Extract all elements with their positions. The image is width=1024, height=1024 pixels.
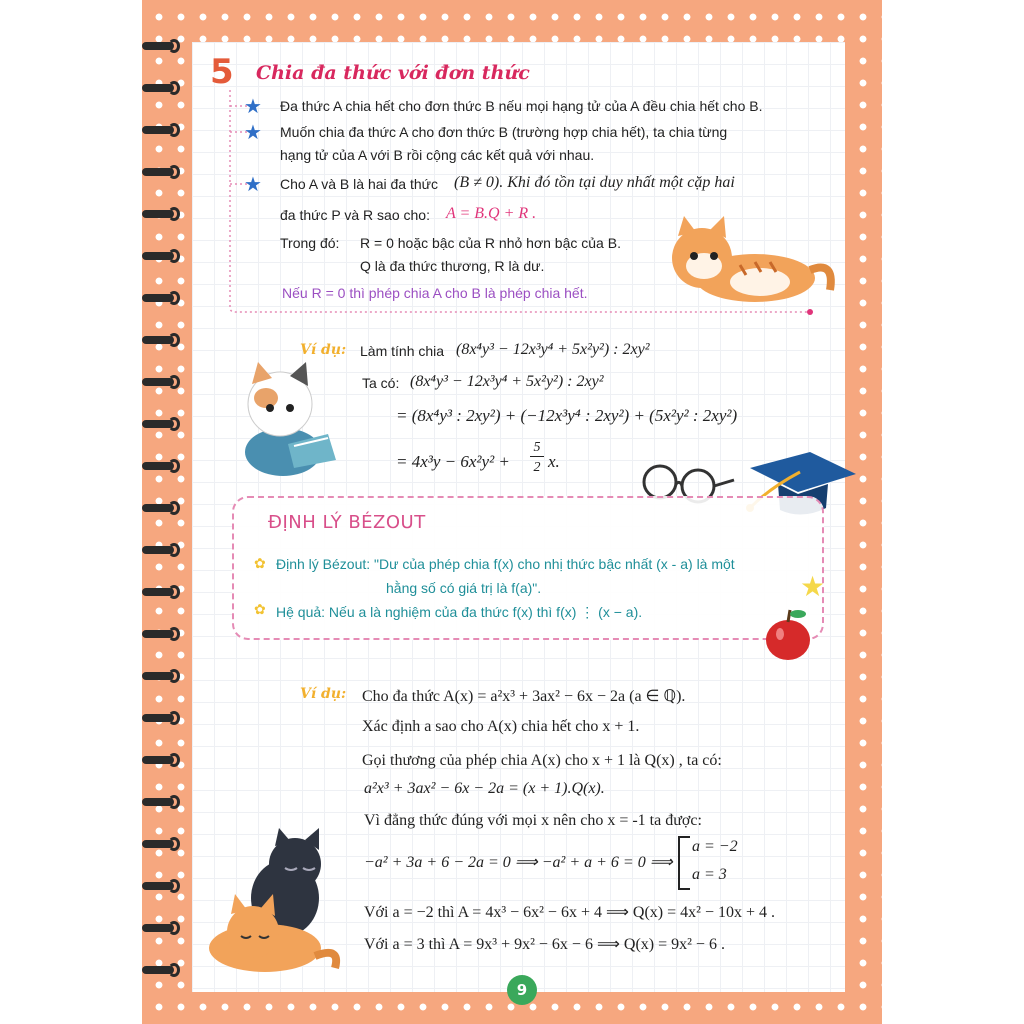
fraction-denominator: 2 [533,460,541,475]
bullet-text: Muốn chia đa thức A cho đơn thức B (trường hợp chia hết), ta chia từng [280,124,728,140]
spiral-ring [138,964,184,976]
spiral-ring [138,124,184,136]
spiral-ring [138,250,184,262]
example-line: Với a = −2 thì A = 4x³ − 6x² − 6x + 4 ⟹ Q(x) = 4x² − 10x + 4 . [364,904,775,921]
spiral-ring [138,880,184,892]
where-label: Trong đó: [280,235,340,251]
cats-stacked-illustration [205,828,345,978]
spiral-ring [138,166,184,178]
spiral-ring [138,40,184,52]
example-line: Gọi thương của phép chia A(x) cho x + 1 là Q(x) , ta có: [362,752,722,769]
star-bullet-icon: ★ [244,120,262,144]
example-line: Với a = 3 thì A = 9x³ + 9x² − 6x − 6 ⟹ Q(x) = 9x² − 6 . [364,936,725,953]
math-inline: (B ≠ 0). Khi đó tồn tại duy nhất một cặp hai [454,174,735,191]
spiral-ring [138,670,184,682]
spiral-ring [138,796,184,808]
case-value: a = −2 [692,838,738,855]
star-bullet-icon: ★ [244,172,262,196]
formula-division: A = B.Q + R . [446,205,537,222]
math-expression: = (8x⁴y³ : 2xy²) + (−12x³y⁴ : 2xy²) + (5x²y² : 2xy²) [396,406,738,425]
example-line: Vì đẳng thức đúng với mọi x nên cho x = -1 ta được: [364,812,702,829]
theorem-title: ĐỊNH LÝ BÉZOUT [268,512,426,533]
spiral-ring [138,292,184,304]
example-line: Xác định a sao cho A(x) chia hết cho x + 1. [362,718,640,735]
spiral-ring [138,712,184,724]
spiral-ring [138,922,184,934]
case-bracket [678,836,690,890]
star-decor-icon: ★ [800,570,826,603]
spiral-ring [138,82,184,94]
where-line: R = 0 hoặc bậc của R nhỏ hơn bậc của B. [360,235,621,251]
flower-bullet-icon: ✿ [254,556,266,572]
math-expression: a²x³ + 3ax² − 6x − 2a = (x + 1).Q(x). [364,780,605,797]
spiral-ring [138,208,184,220]
bullet-text: Đa thức A chia hết cho đơn thức B nếu mọi hạng tử của A đều chia hết cho B. [280,98,763,114]
spiral-ring [138,586,184,598]
section-title: Chia đa thức với đơn thức [256,62,530,84]
theorem-statement: Định lý Bézout: "Dư của phép chia f(x) cho nhị thức bậc nhất (x - a) là một [276,556,735,572]
cat-lying-illustration [660,210,840,310]
cat-reading-illustration [228,362,343,482]
example-label: Ví dụ: [300,342,347,358]
example-label: Ví dụ: [300,686,347,702]
star-bullet-icon: ★ [244,94,262,118]
math-expression: = 4x³y − 6x²y² + [396,452,510,471]
math-expression: (8x⁴y³ − 12x³y⁴ + 5x²y²) : 2xy² [456,341,650,358]
spiral-ring [138,376,184,388]
spiral-ring [138,334,184,346]
spiral-ring [138,502,184,514]
math-expression: −a² + 3a + 6 − 2a = 0 ⟹ −a² + a + 6 = 0 ⟹ [364,854,673,871]
theorem-corollary: Hệ quả: Nếu a là nghiệm của đa thức f(x) thì f(x) ⋮ (x − a). [276,604,643,620]
flower-bullet-icon: ✿ [254,602,266,618]
spiral-ring [138,460,184,472]
theorem-statement: hằng số có giá trị là f(a)". [386,580,542,596]
math-expression: (8x⁴y³ − 12x³y⁴ + 5x²y²) : 2xy² [410,373,604,390]
case-value: a = 3 [692,866,727,883]
section-number: 5 [210,52,234,92]
bullet-text: hạng tử của A với B rồi cộng các kết quả với nhau. [280,147,595,163]
spiral-ring [138,628,184,640]
spiral-ring [138,754,184,766]
fraction-numerator: 5 [530,440,544,457]
bullet-text: đa thức P và R sao cho: [280,207,430,223]
apple-illustration [762,606,814,662]
example-text: Làm tính chia [360,343,445,359]
spiral-ring [138,544,184,556]
example-text: Ta có: [362,375,400,391]
where-line: Q là đa thức thương, R là dư. [360,258,545,274]
spiral-ring [138,418,184,430]
note-text: Nếu R = 0 thì phép chia A cho B là phép chia hết. [282,285,588,301]
bullet-text: Cho A và B là hai đa thức [280,176,439,192]
example-line: Cho đa thức A(x) = a²x³ + 3ax² − 6x − 2a (a ∈ ℚ). [362,688,686,705]
spiral-ring [138,838,184,850]
math-expression: x. [548,452,560,471]
page-number: 9 [507,975,537,1005]
